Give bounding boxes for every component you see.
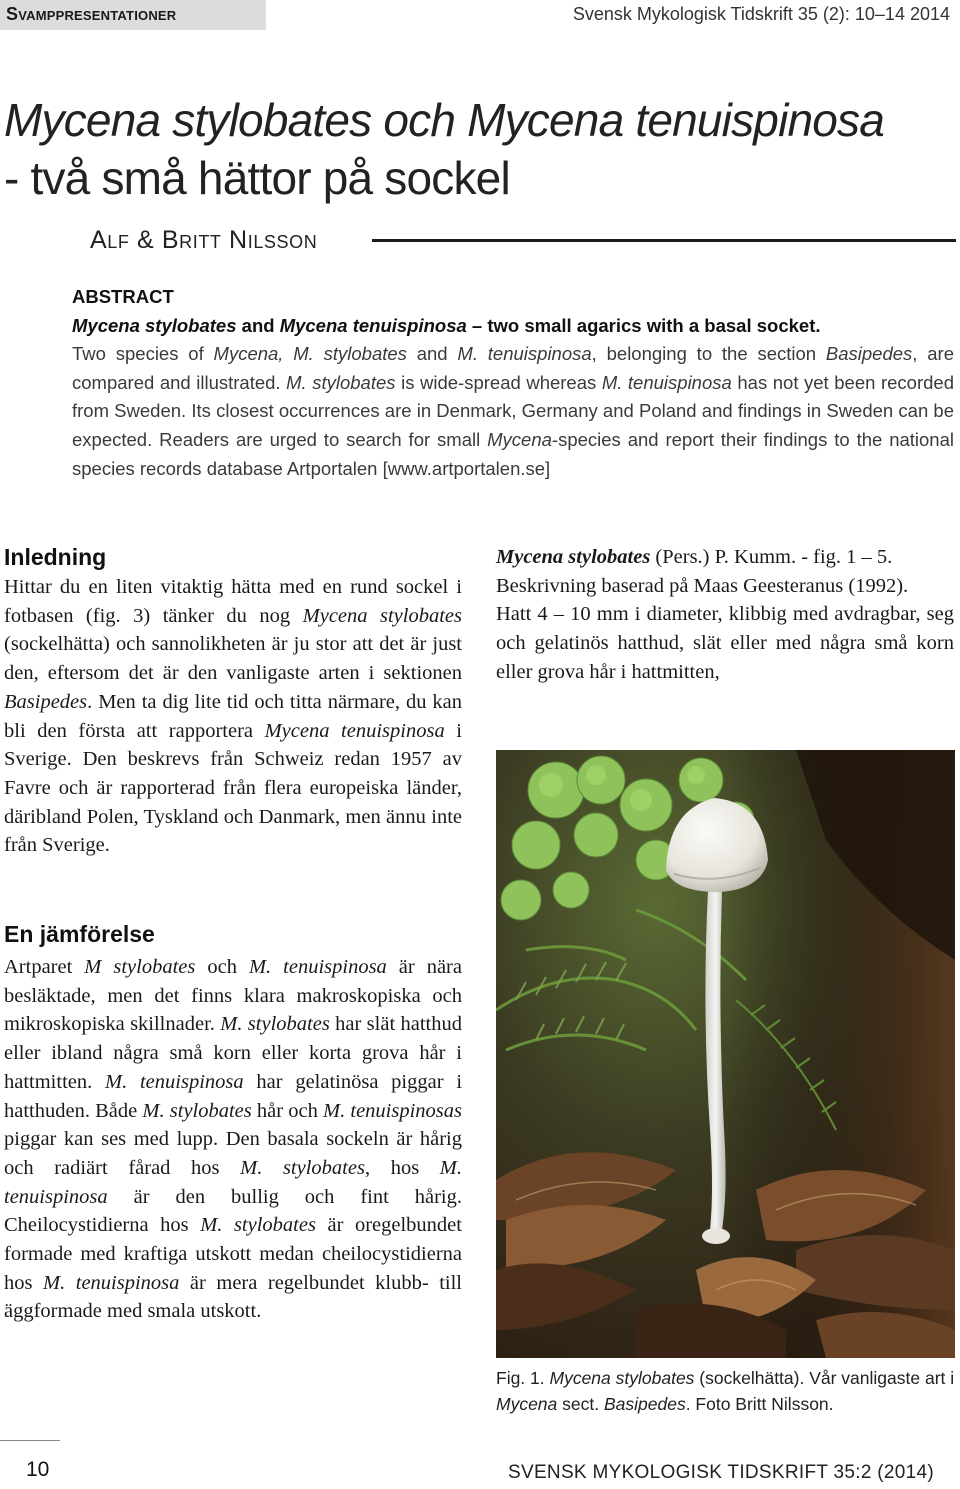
journal-reference: Svensk Mykologisk Tidskrift 35 (2): 10–14 2014 xyxy=(572,4,950,24)
abstract-heading: ABSTRACT xyxy=(72,286,174,307)
species-title: Mycena stylobates (Pers.) P. Kumm. - fig. 1 – 5. xyxy=(496,546,893,568)
page-header xyxy=(0,0,960,30)
description-cap: Hatt 4 – 10 mm i diameter, klibbig med avdragbar, seg och gelatinös hatthud, slät eller med några små korn eller grova hår i hattmitten, xyxy=(496,603,954,683)
intro-heading: Inledning xyxy=(4,544,107,570)
description-basis: Beskrivning baserad på Maas Geesteranus (1992). xyxy=(496,574,909,597)
mushroom-photo xyxy=(496,750,955,1358)
title-line-1: Mycena stylobates och Mycena tenuispinosa xyxy=(4,93,885,146)
comparison-heading: En jämförelse xyxy=(4,921,155,947)
section-tag xyxy=(0,0,266,30)
article-title xyxy=(4,91,954,207)
page-number: 10 xyxy=(26,1458,50,1481)
abstract-body: Two species of Mycena, M. stylobates and M. tenuispinosa, belonging to the section Basipedes, are compared and illustrated. M. stylobates is wide-spread whereas M. tenuispinosa has not yet been recorded from Sweden. Its closest occurrences are in Denmark, Germany and Poland and findings in Sweden can be expected. Readers are urged to search for small Mycena-species and report their findings to the national species records database Artportalen [www.artportalen.se] xyxy=(72,343,954,479)
footer-journal-name: SVENSK MYKOLOGISK TIDSKRIFT 35:2 (2014) xyxy=(508,1462,934,1483)
comparison-paragraph: Artparet M stylobates och M. tenuispinosa är nära besläktade, men det finns klara makroskopiska och mikroskopiska skillnader. M. stylobates har slät hatthud eller ibland några små korn eller korta grova hår i hattmitten. M. tenuispinosa har gelatinösa piggar i hatthuden. Både M. stylobates hår och M. tenuispinosas piggar kan ses med lupp. Den basala sockeln är hårig och radiärt fårad hos M. stylobates, hos M. tenuispinosa är den bullig och fint hårig. Cheilocystidierna hos M. stylobates är oregelbundet formade med kraftiga utskott medan cheilocystidierna hos M. tenuispinosa är mera regelbundet klubb- till äggformade med smala utskott. xyxy=(4,956,463,1323)
species-description xyxy=(496,543,954,687)
abstract-subheading: Mycena stylobates and Mycena tenuispinosa – two small agarics with a basal socket. xyxy=(72,314,821,336)
footer-divider xyxy=(0,1440,60,1441)
author-divider xyxy=(372,239,956,242)
intro-paragraph: Hittar du en liten vitaktig hätta med en rund sockel i fotbasen (fig. 3) tänker du nog Mycena stylobates (sockelhätta) och sannolikheten är ju stor att det är just den, eftersom det är den vanligaste arten i sektionen Basipedes. Men ta dig lite tid och titta närmare, du kan bli den första att rapportera Mycena tenuispinosa i Sverige. Den beskrevs från Schweiz redan 1957 av Favre och är rapporterad från flera europeiska länder, däribland Polen, Tyskland och Danmark, men ännu inte från Sverige. xyxy=(4,576,462,857)
authors: Alf & Britt Nilsson xyxy=(90,226,318,254)
section-tag-label: Svamppresentationer xyxy=(6,4,177,24)
figure-caption: Fig. 1. Mycena stylobates (sockelhätta). Vår vanligaste art i Mycena sect. Basipedes. Foto Britt Nilsson. xyxy=(496,1368,955,1414)
mushroom-illustration xyxy=(496,750,955,1358)
title-line-2: - två små hättor på sockel xyxy=(4,151,510,204)
abstract xyxy=(72,283,954,483)
